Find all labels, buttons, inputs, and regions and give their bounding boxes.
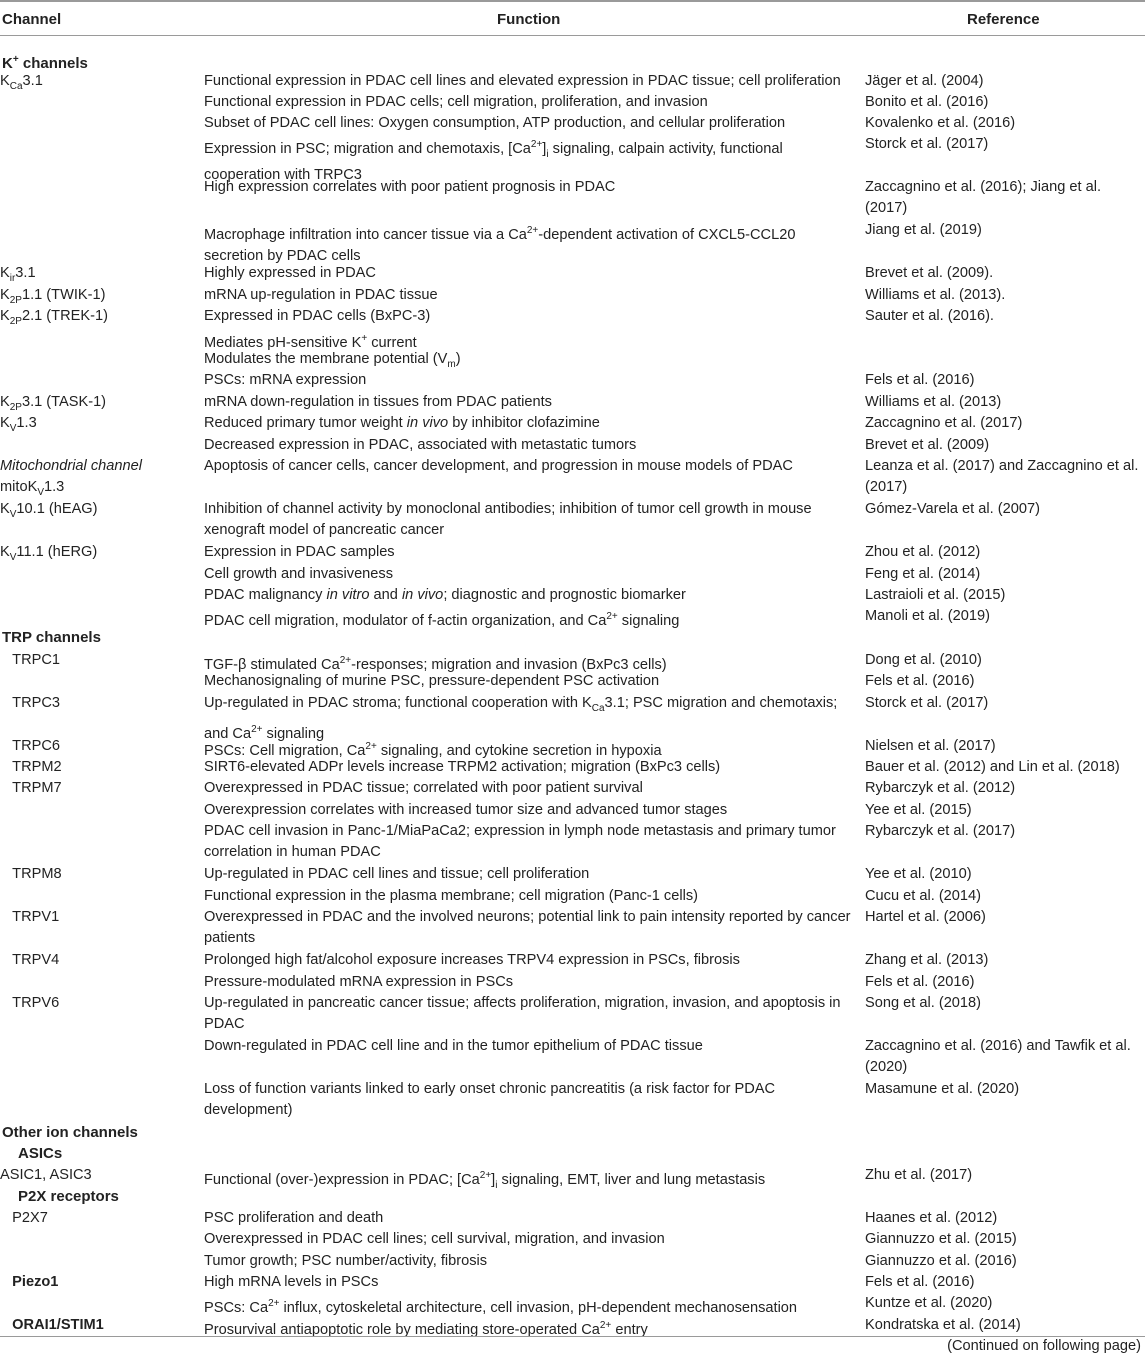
channel-cell: $K_V1.3$ <box>0 415 37 434</box>
function-cell: Down-regulated in PDAC cell line and in the tumor epithelium of PDAC tissue <box>204 1038 703 1054</box>
reference-cell: Bauer et al. (2012) and Lin et al. (2018) <box>865 759 1120 775</box>
function-cell: Cell growth and invasiveness <box>204 566 394 582</box>
function-cell: Pressure-modulated mRNA expression in PSCs <box>204 974 514 990</box>
reference-cell: Bonito et al. (2016) <box>865 94 989 110</box>
section-heading: P2X receptors <box>18 1188 119 1205</box>
header-channel: Channel <box>2 11 62 28</box>
reference-cell: Kovalenko et al. (2016) <box>865 115 1016 131</box>
section-heading: K+ channels <box>2 54 88 72</box>
reference-cell: Williams et al. (2013) <box>865 394 1002 410</box>
reference-cell: Yee et al. (2010) <box>865 866 972 882</box>
function-cell: Mechanosignaling of murine PSC, pressure-dependent PSC activation <box>204 673 660 689</box>
function-cell: SIRT6-elevated ADPr levels increase TRPM2 activation; migration (BxPc3 cells) <box>204 759 721 775</box>
channel-cell: $K_{ir}3.1$ <box>0 265 36 284</box>
reference-cell: Hartel et al. (2006) <box>865 909 986 925</box>
function-cell: PSCs: $Ca^{2+}$ influx, cytoskeletal architecture, cell invasion, pH-dependent mechanosensation <box>204 1298 798 1316</box>
reference-cell: Manoli et al. (2019) <box>865 608 990 624</box>
function-cell: Up-regulated in PDAC cell lines and tissue; cell proliferation <box>204 866 590 882</box>
channel-cell: $K_{2P}2.1$ (TREK-1) <box>0 308 108 327</box>
reference-cell: Jiang et al. (2019) <box>865 222 982 238</box>
reference-cell: Fels et al. (2016) <box>865 673 975 689</box>
function-cell: Functional (over-)expression in PDAC; $[Ca^{2+}]_i$ signaling, EMT, liver and lung metastasis <box>204 1170 766 1191</box>
channel-cell: P2X7 <box>0 1210 48 1226</box>
reference-cell: Williams et al. (2013). <box>865 287 1006 303</box>
reference-cell: Giannuzzo et al. (2016) <box>865 1253 1017 1269</box>
reference-cell: Brevet et al. (2009). <box>865 265 994 281</box>
function-cell: Overexpressed in PDAC tissue; correlated with poor patient survival <box>204 780 643 796</box>
channel-cell: $K_V11.1$ (hERG) <box>0 544 98 563</box>
function-cell: mRNA up-regulation in PDAC tissue <box>204 287 438 303</box>
channel-cell: TRPV4 <box>0 952 60 968</box>
channel-cell: ASIC1, ASIC3 <box>0 1167 92 1183</box>
reference-cell: Yee et al. (2015) <box>865 802 972 818</box>
reference-cell: Storck et al. (2017) <box>865 695 989 711</box>
reference-cell: Zhang et al. (2013) <box>865 952 989 968</box>
reference-cell: Zaccagnino et al. (2016); Jiang et al. (2017) <box>865 179 1102 217</box>
reference-cell: Zaccagnino et al. (2016) and Tawfik et al. (2020) <box>865 1038 1131 1076</box>
function-cell: Loss of function variants linked to early onset chronic pancreatitis (a risk factor for PDAC development) <box>204 1081 776 1119</box>
function-cell: TGF-β stimulated $Ca^{2+}$-responses; migration and invasion (BxPc3 cells) <box>204 655 667 673</box>
function-cell: PDAC cell migration, modulator of f-actin organization, and $Ca^{2+}$ signaling <box>204 611 680 629</box>
function-cell: PSCs: Cell migration, $Ca^{2+}$ signaling, and cytokine secretion in hypoxia <box>204 741 662 759</box>
section-heading: ASICs <box>18 1145 63 1162</box>
function-cell: Expression in PSC; migration and chemotaxis, $[Ca^{2+}]_i$ signaling, calpain activity, functional cooperation with TRPC3 <box>204 139 783 184</box>
channel-cell: $K_{2P}3.1$ (TASK-1) <box>0 394 107 413</box>
function-cell: Expressed in PDAC cells (BxPC-3) <box>204 308 431 324</box>
function-cell: Prosurvival antiapoptotic role by mediating store-operated $Ca^{2+}$ entry <box>204 1320 648 1338</box>
function-cell: PSCs: mRNA expression <box>204 372 367 388</box>
reference-cell: Nielsen et al. (2017) <box>865 738 996 754</box>
reference-cell: Lastraioli et al. (2015) <box>865 587 1006 603</box>
function-cell: PDAC malignancy in vitro and in vivo; diagnostic and prognostic biomarker <box>204 587 686 603</box>
channel-cell: TRPM8 <box>0 866 62 882</box>
reference-cell: Gómez-Varela et al. (2007) <box>865 501 1040 517</box>
reference-cell: Song et al. (2018) <box>865 995 982 1011</box>
reference-cell: Storck et al. (2017) <box>865 136 989 152</box>
reference-cell: Rybarczyk et al. (2012) <box>865 780 1016 796</box>
reference-cell: Masamune et al. (2020) <box>865 1081 1020 1097</box>
section-heading: TRP channels <box>2 629 101 646</box>
function-cell: Functional expression in the plasma membrane; cell migration (Panc-1 cells) <box>204 888 698 904</box>
function-cell: Tumor growth; PSC number/activity, fibrosis <box>204 1253 488 1269</box>
function-cell: Functional expression in PDAC cells; cell migration, proliferation, and invasion <box>204 94 708 110</box>
reference-cell: Haanes et al. (2012) <box>865 1210 998 1226</box>
channel-cell: TRPC3 <box>0 695 61 711</box>
header-reference: Reference <box>967 11 1040 28</box>
reference-cell: Cucu et al. (2014) <box>865 888 982 904</box>
reference-cell: Fels et al. (2016) <box>865 974 975 990</box>
function-cell: Modulates the membrane potential $(V_m)$ <box>204 351 461 370</box>
function-cell: Up-regulated in PDAC stroma; functional cooperation with $K_{Ca}3.1$; PSC migration and chemotaxis; and $Ca^{2+}$ signaling <box>204 695 838 743</box>
function-cell: PDAC cell invasion in Panc-1/MiaPaCa2; expression in lymph node metastasis and primary tumor correlation in human PDAC <box>204 823 836 861</box>
channel-cell: TRPC6 <box>0 738 61 754</box>
function-cell: Inhibition of channel activity by monoclonal antibodies; inhibition of tumor cell growth in mouse xenograft model of pancreatic cancer <box>204 501 812 539</box>
table-header <box>0 0 1145 36</box>
reference-cell: Leanza et al. (2017) and Zaccagnino et al. (2017) <box>865 458 1139 496</box>
reference-cell: Rybarczyk et al. (2017) <box>865 823 1016 839</box>
channel-cell: Piezo1 <box>12 1274 59 1290</box>
reference-cell: Dong et al. (2010) <box>865 652 982 668</box>
function-cell: Highly expressed in PDAC <box>204 265 376 281</box>
header-function: Function <box>497 11 561 28</box>
function-cell: Overexpression correlates with increased tumor size and advanced tumor stages <box>204 802 728 818</box>
function-cell: mRNA down-regulation in tissues from PDAC patients <box>204 394 552 410</box>
function-cell: Overexpressed in PDAC cell lines; cell survival, migration, and invasion <box>204 1231 665 1247</box>
continuation-note: (Continued on following page) <box>947 1338 1141 1354</box>
reference-cell: Sauter et al. (2016). <box>865 308 994 324</box>
reference-cell: Brevet et al. (2009) <box>865 437 990 453</box>
channel-cell: $K_V10.1$ (hEAG) <box>0 501 98 520</box>
channel-cell: Mitochondrial channel mitoK$_V$1.3 <box>0 458 142 499</box>
function-cell: Macrophage infiltration into cancer tissue via a $Ca^{2+}$-dependent activation of CXCL5-CCL20 secretion by PDAC cells <box>204 225 796 265</box>
function-cell: Mediates pH-sensitive K+ current <box>204 333 417 351</box>
function-cell: Up-regulated in pancreatic cancer tissue; affects proliferation, migration, invasion, and apoptosis in PDAC <box>204 995 841 1033</box>
function-cell: Overexpressed in PDAC and the involved neurons; potential link to pain intensity reported by cancer patients <box>204 909 851 947</box>
channel-cell: TRPM7 <box>0 780 62 796</box>
function-cell: High mRNA levels in PSCs <box>204 1274 379 1290</box>
reference-cell: Feng et al. (2014) <box>865 566 981 582</box>
reference-cell: Kuntze et al. (2020) <box>865 1295 993 1311</box>
channel-cell: ORAI1/STIM1 <box>12 1317 104 1333</box>
function-cell: Prolonged high fat/alcohol exposure increases TRPV4 expression in PSCs, fibrosis <box>204 952 740 968</box>
reference-cell: Giannuzzo et al. (2015) <box>865 1231 1017 1247</box>
channel-cell: $K_{2P}1.1$ (TWIK-1) <box>0 287 106 306</box>
function-cell: Apoptosis of cancer cells, cancer development, and progression in mouse models of PDAC <box>204 458 793 474</box>
reference-cell: Fels et al. (2016) <box>865 372 975 388</box>
channel-cell: TRPV6 <box>0 995 60 1011</box>
section-heading: Other ion channels <box>2 1124 138 1141</box>
function-cell: PSC proliferation and death <box>204 1210 384 1226</box>
reference-cell: Zhu et al. (2017) <box>865 1167 973 1183</box>
reference-cell: Zaccagnino et al. (2017) <box>865 415 1023 431</box>
function-cell: Decreased expression in PDAC, associated with metastatic tumors <box>204 437 637 453</box>
channel-cell: TRPM2 <box>0 759 62 775</box>
channel-cell: $K_{Ca}3.1$ <box>0 73 43 92</box>
reference-cell: Kondratska et al. (2014) <box>865 1317 1021 1333</box>
reference-cell: Fels et al. (2016) <box>865 1274 975 1290</box>
function-cell: Subset of PDAC cell lines: Oxygen consumption, ATP production, and cellular proliferation <box>204 115 786 131</box>
channel-cell: TRPV1 <box>0 909 60 925</box>
function-cell: Functional expression in PDAC cell lines and elevated expression in PDAC tissue; cell proliferation <box>204 73 841 89</box>
function-cell: Reduced primary tumor weight in vivo by inhibitor clofazimine <box>204 415 600 431</box>
function-cell: Expression in PDAC samples <box>204 544 395 560</box>
function-cell: High expression correlates with poor patient prognosis in PDAC <box>204 179 616 195</box>
channel-cell: TRPC1 <box>0 652 61 668</box>
reference-cell: Jäger et al. (2004) <box>865 73 984 89</box>
reference-cell: Zhou et al. (2012) <box>865 544 981 560</box>
